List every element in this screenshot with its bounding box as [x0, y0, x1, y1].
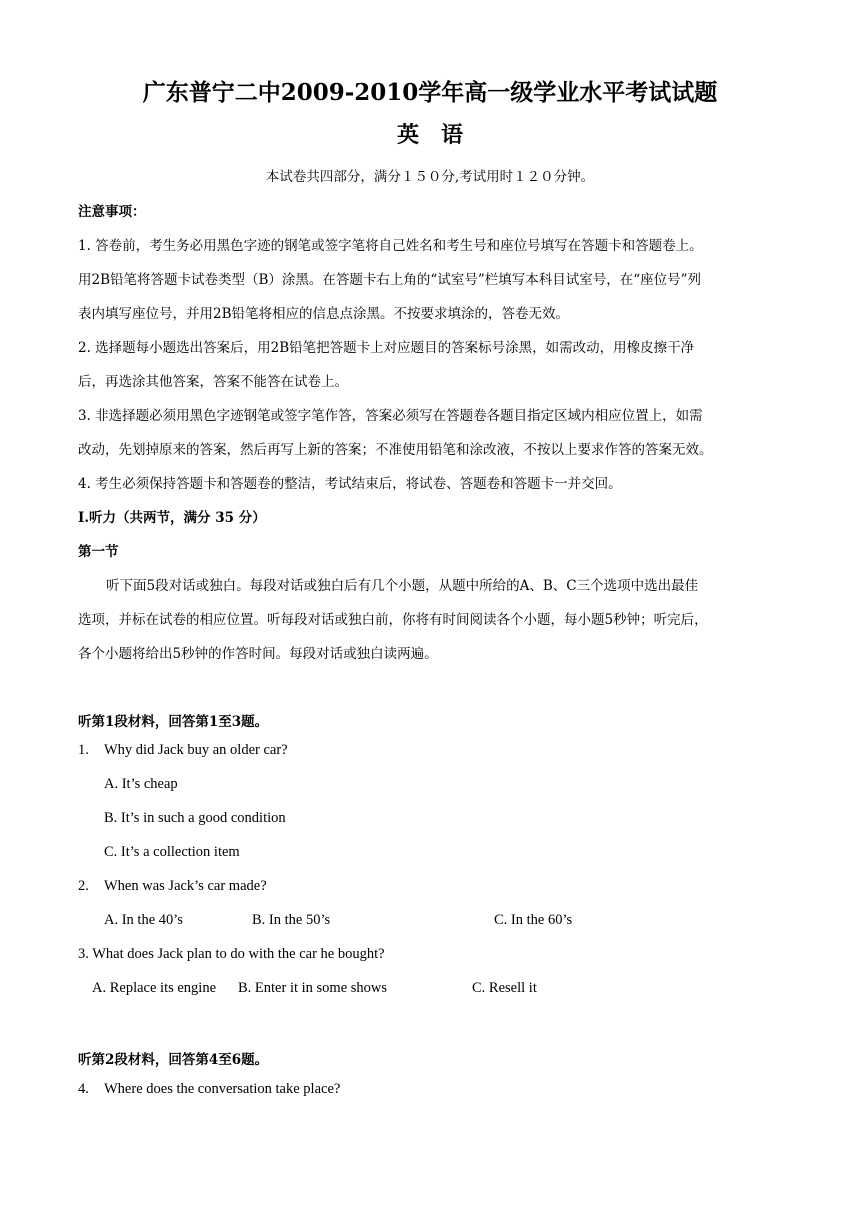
notice-line: 用2B铅笔将答题卡试卷类型（B）涂黑。在答题卡右上角的“试室号”栏填写本科目试室号，在“座位号”列 [78, 272, 702, 288]
exam-intro: 本试卷共四部分，满分１５０分,考试用时１２０分钟。 [265, 169, 595, 185]
option-a: A. Replace its engine [92, 980, 217, 996]
question-text: When was Jack’s car made? [104, 878, 267, 894]
instructions-line: 听下面5段对话或独白。每段对话或独白后有几个小题，从题中所给的A、B、C三个选项中选出最佳 [106, 578, 699, 594]
notice-line: 2. 选择题每小题选出答案后，用2B铅笔把答题卡上对应题目的答案标号涂黑，如需改动，用橡皮擦干净 [78, 340, 695, 356]
exam-title: 广东普宁二中2009-2010学年高一级学业水平考试试题 [142, 79, 718, 106]
question-number: 2. [78, 878, 89, 894]
instructions-line: 选项，并标在试卷的相应位置。听每段对话或独白前，你将有时间阅读各个小题，每小题5秒钟；听完后， [78, 612, 708, 628]
option-c: C. Resell it [472, 980, 537, 996]
question-text: Where does the conversation take place? [104, 1081, 341, 1097]
question-number: 4. [78, 1081, 89, 1097]
option-b: B. Enter it in some shows [238, 980, 388, 996]
notice-line: 表内填写座位号，并用2B铅笔将相应的信息点涂黑。不按要求填涂的，答卷无效。 [78, 306, 570, 322]
instructions-line: 各个小题将给出5秒钟的作答时间。每段对话或独白读两遍。 [78, 646, 438, 662]
notice-line: 后，再选涂其他答案，答案不能答在试卷上。 [78, 374, 348, 390]
notice-line: 1. 答卷前，考生务必用黑色字迹的钢笔或签字笔将自己姓名和考生号和座位号填写在答题卡和答题卷上。 [78, 238, 703, 254]
option-a: A. In the 40’s [104, 912, 183, 928]
subject-title: 英 语 [396, 122, 463, 148]
option-b: B. In the 50’s [252, 912, 331, 928]
notice-heading: 注意事项： [78, 204, 146, 220]
option-b: B. It’s in such a good condition [104, 810, 286, 826]
question-number: 1. [78, 742, 89, 758]
question-text: Why did Jack buy an older car? [104, 742, 288, 758]
listening-heading: I.听力（共两节，满分 35 分） [78, 510, 266, 526]
option-c: C. In the 60’s [494, 912, 573, 928]
section-heading: 第一节 [78, 544, 119, 560]
notice-line: 3. 非选择题必须用黑色字迹钢笔或签字笔作答，答案必须写在答题卷各题目指定区域内相应位置上，如需 [78, 408, 703, 424]
notice-line: 改动，先划掉原来的答案，然后再写上新的答案；不准使用铅笔和涂改液，不按以上要求作答的答案无效。 [78, 442, 713, 458]
option-a: A. It’s cheap [104, 776, 178, 792]
notice-line: 4. 考生必须保持答题卡和答题卷的整洁，考试结束后，将试卷、答题卷和答题卡一并交回。 [78, 476, 622, 492]
option-c: C. It’s a collection item [104, 844, 240, 860]
material-heading: 听第1段材料，回答第1至3题。 [78, 714, 269, 730]
question-text: 3. What does Jack plan to do with the car he bought? [78, 946, 385, 962]
material-heading: 听第2段材料，回答第4至6题。 [78, 1052, 269, 1068]
